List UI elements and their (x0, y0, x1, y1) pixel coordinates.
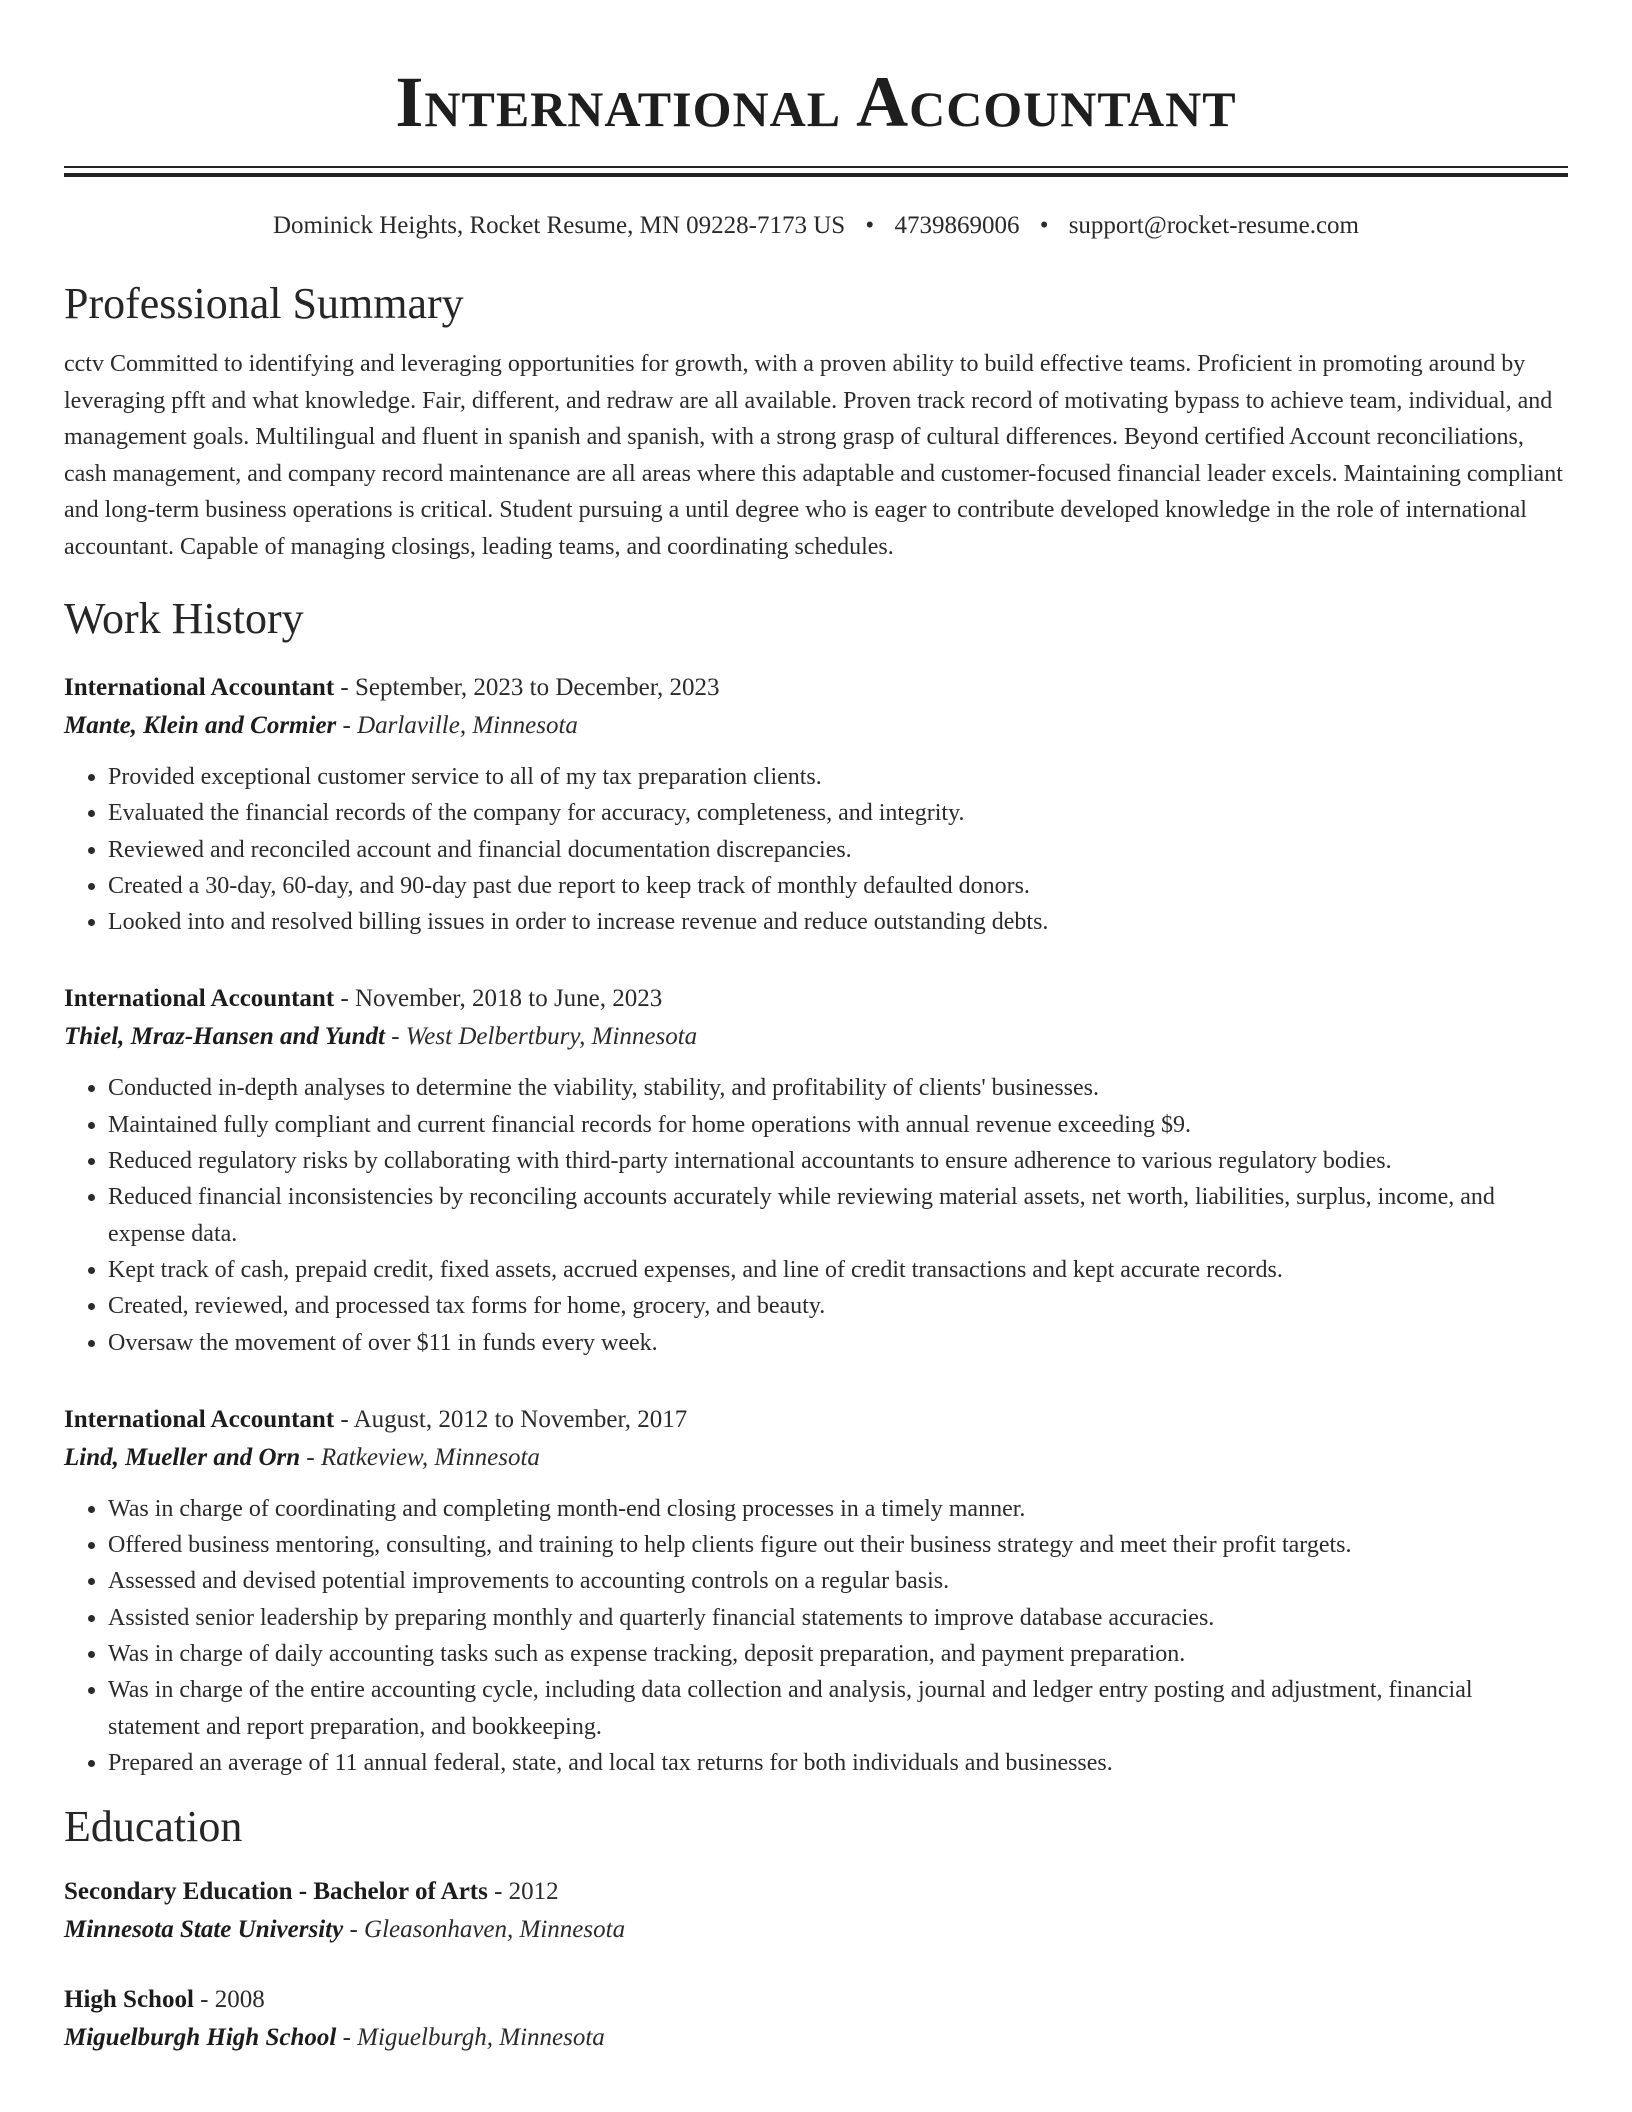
dash-separator: - (487, 1878, 509, 1906)
education-year: 2008 (214, 1986, 265, 2014)
job-title-line (64, 980, 1568, 1018)
education-entry (64, 1981, 1568, 2057)
dash-separator: - (334, 985, 355, 1013)
job-bullet: • Reduced regulatory risks by collaborating with third-party international accountants to ensure adherence to various regulatory bodies. (108, 1143, 1568, 1179)
job-company-line (64, 707, 1568, 745)
job-bullet: • Was in charge of the entire accounting cycle, including data collection and analysis, journal and ledger entry posting and adjustment, financial statement and report preparation, and bookkeeping. (108, 1672, 1568, 1745)
summary-heading: Professional Summary (64, 279, 464, 328)
job-entry (64, 669, 1568, 940)
job-bullets (64, 759, 1568, 940)
contact-separator: • (1039, 212, 1049, 239)
dash-separator: - (300, 1443, 321, 1471)
education-year: 2012 (508, 1878, 559, 1906)
education-degree-line (64, 1873, 1568, 1911)
job-location: Ratkeview, Minnesota (321, 1443, 540, 1471)
job-bullet: • Kept track of cash, prepaid credit, fixed assets, accrued expenses, and line of credit transactions and kept accurate records. (108, 1252, 1568, 1288)
job-bullet: • Prepared an average of 11 annual federal, state, and local tax returns for both individuals and businesses. (108, 1745, 1568, 1781)
job-location: West Delbertbury, Minnesota (405, 1023, 698, 1051)
job-bullet: • Was in charge of coordinating and completing month-end closing processes in a timely manner. (108, 1491, 1568, 1527)
job-bullet: • Oversaw the movement of over $11 in funds every week. (108, 1325, 1568, 1361)
job-bullet: • Reviewed and reconciled account and financial documentation discrepancies. (108, 832, 1568, 868)
education-location: Gleasonhaven, Minnesota (364, 1916, 626, 1944)
job-location: Darlaville, Minnesota (357, 712, 578, 739)
job-dates: August, 2012 to November, 2017 (353, 1405, 688, 1433)
job-bullet: • Offered business mentoring, consulting, and training to help clients figure out their business strategy and meet their profit targets. (108, 1527, 1568, 1563)
education-school-line (64, 1911, 1568, 1949)
job-dates: November, 2018 to June, 2023 (354, 985, 663, 1013)
job-company: Thiel, Mraz-Hansen and Yundt (64, 1023, 385, 1051)
job-company: Mante, Klein and Cormier (64, 712, 337, 739)
resume-title: International Accountant (395, 62, 1237, 142)
job-bullet: • Provided exceptional customer service to all of my tax preparation clients. (108, 759, 1568, 795)
job-company-line (64, 1018, 1568, 1056)
job-entry (64, 1401, 1568, 1781)
job-bullet: • Created a 30-day, 60-day, and 90-day past due report to keep track of monthly defaulted donors. (108, 868, 1568, 904)
summary-text: cctv Committed to identifying and leveraging opportunities for growth, with a proven ability to build effective teams. Proficient in promoting around by leveraging pfft and what knowledge. Fair, different, and redraw are all available. Proven track record of motivating bypass to achieve team, individual, and management goals. Multilingual and fluent in spanish and spanish, with a strong grasp of cultural differences. Beyond certified Account reconciliations, cash management, and company record maintenance are all areas where this adaptable and customer-focused financial leader excels. Maintaining compliant and long-term business operations is critical. Student pursuing a until degree who is eager to contribute developed knowledge in the role of international accountant. Capable of managing closings, leading teams, and coordinating schedules. (64, 351, 1563, 560)
job-bullets (64, 1491, 1568, 1781)
title-double-rule (64, 166, 1568, 177)
dash-separator: - (336, 712, 358, 739)
contact-line (64, 210, 1568, 242)
dash-separator: - (336, 2024, 358, 2052)
job-company-line (64, 1439, 1568, 1477)
job-bullet: • Looked into and resolved billing issues in order to increase revenue and reduce outstanding debts. (108, 904, 1568, 940)
job-bullets (64, 1070, 1568, 1360)
contact-address: Dominick Heights, Rocket Resume, MN 09228-7173 US (272, 212, 846, 239)
job-bullet: • Evaluated the financial records of the company for accuracy, completeness, and integrity. (108, 795, 1568, 831)
dash-separator: - (334, 1405, 354, 1433)
contact-email: support@rocket-resume.com (1068, 212, 1359, 239)
education-degree: High School (64, 1986, 194, 2014)
job-title: International Accountant (64, 985, 335, 1013)
job-bullet: • Created, reviewed, and processed tax forms for home, grocery, and beauty. (108, 1288, 1568, 1324)
job-bullet: • Assessed and devised potential improvements to accounting controls on a regular basis. (108, 1563, 1568, 1599)
job-title-line (64, 669, 1568, 707)
job-bullet: • Assisted senior leadership by preparing monthly and quarterly financial statements to improve database accuracies. (108, 1600, 1568, 1636)
job-company: Lind, Mueller and Orn (64, 1443, 301, 1471)
job-bullet: • Was in charge of daily accounting tasks such as expense tracking, deposit preparation, and payment preparation. (108, 1636, 1568, 1672)
job-title-line (64, 1401, 1568, 1439)
education-heading: Education (64, 1802, 243, 1852)
education-school: Minnesota State University (64, 1916, 344, 1944)
job-bullet: • Conducted in-depth analyses to determine the viability, stability, and profitability of clients' businesses. (108, 1070, 1568, 1106)
contact-separator: • (865, 212, 875, 239)
education-degree-line (64, 1981, 1568, 2019)
job-title: International Accountant (64, 1405, 335, 1433)
dash-separator: - (334, 674, 355, 701)
job-title: International Accountant (64, 674, 335, 701)
work-history-heading: Work History (64, 594, 304, 643)
dash-separator: - (193, 1986, 215, 2014)
job-bullet: • Reduced financial inconsistencies by reconciling accounts accurately while reviewing material assets, net worth, liabilities, surplus, income, and expense data. (108, 1179, 1568, 1252)
education-location: Miguelburgh, Minnesota (357, 2024, 605, 2052)
dash-separator: - (343, 1916, 365, 1944)
education-school: Miguelburgh High School (64, 2024, 337, 2052)
education-school-line (64, 2019, 1568, 2057)
job-dates: September, 2023 to December, 2023 (354, 674, 720, 701)
job-bullet: • Maintained fully compliant and current financial records for home operations with annual revenue exceeding $9. (108, 1107, 1568, 1143)
dash-separator: - (384, 1023, 406, 1051)
job-entry (64, 980, 1568, 1360)
education-entry (64, 1873, 1568, 1949)
education-degree: Secondary Education - Bachelor of Arts (64, 1878, 488, 1906)
contact-phone: 4739869006 (894, 212, 1020, 239)
